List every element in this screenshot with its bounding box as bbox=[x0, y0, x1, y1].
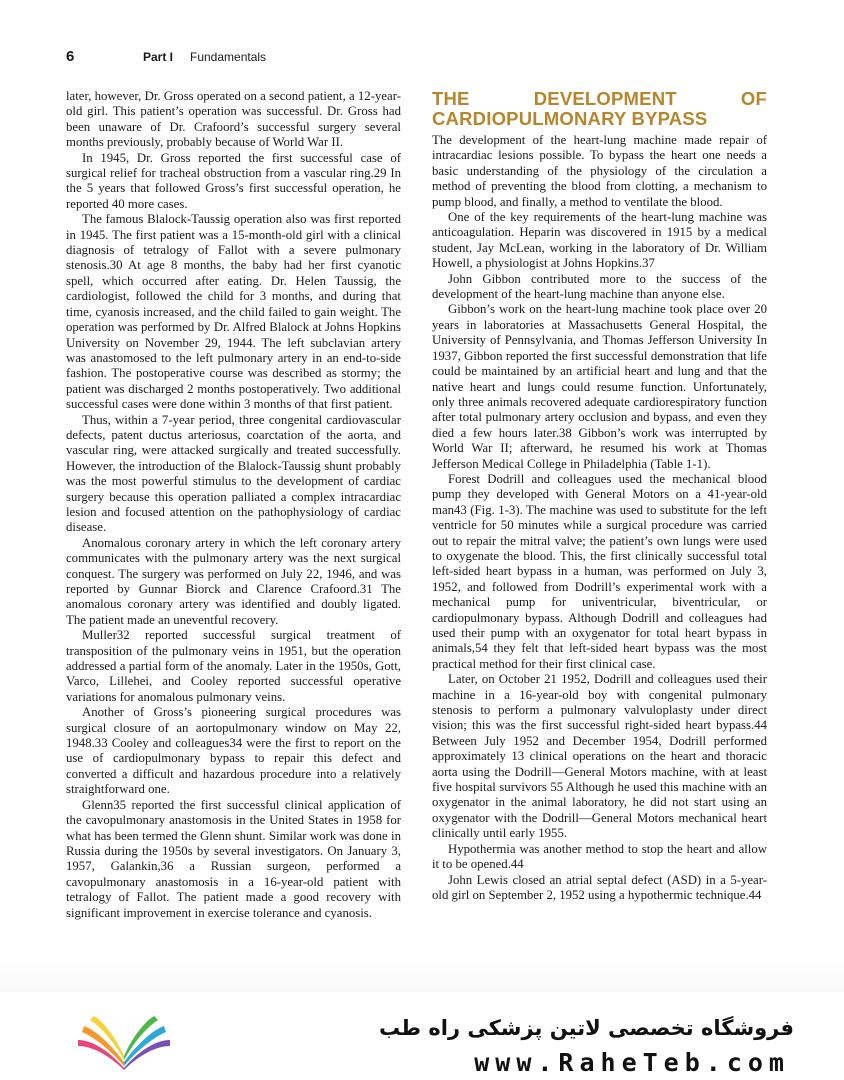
left-paragraph-2: In 1945, Dr. Gross reported the first successful case of surgical relief for tracheal obstruction from a vascular ring.29 In the 5 years that followed Gross’s first successful operation, he reported 40 more cases. bbox=[66, 150, 401, 211]
logo-right-pages bbox=[124, 1016, 170, 1070]
left-paragraph-4: Thus, within a 7-year period, three congenital cardiovascular defects, patent ductus arteriosus, coarctation of the aorta, and vascular ring, were attacked surgically and treated successfully. However, the introduction of the Blalock-Taussig shunt probably was the most powerful stimulus to the development of cardiac surgery because this operation palliated a complex intracardiac lesion and focused attention on the pathophysiology of cardiac disease. bbox=[66, 412, 401, 535]
part-label: Part I bbox=[143, 50, 174, 64]
part-title: Fundamentals bbox=[190, 50, 267, 64]
right-paragraph-4: Gibbon’s work on the heart-lung machine took place over 20 years in laboratories at Massachusetts General Hospital, the University of Pennsylvania, and Thomas Jefferson University In 1937, Gibbon reported the first successful demonstration that life could be maintained by an artificial heart and lung and that the native heart and lungs could resume function. Unfortunately, only three animals recovered adequate cardiorespiratory function after total pulmonary artery occlusion and bypass, and even they died a few hours later.38 Gibbon’s work was interrupted by World War II; afterward, he resumed his work at Thomas Jefferson Medical College in Philadelphia (Table 1-1). bbox=[432, 302, 767, 471]
logo-left-pages bbox=[78, 1016, 124, 1070]
right-paragraph-8: John Lewis closed an atrial septal defect (ASD) in a 5-year-old girl on September 2, 1952 using a hypothermic technique.44 bbox=[432, 872, 767, 902]
store-url: www.RaheTeb.com bbox=[474, 1048, 790, 1077]
left-paragraph-1: later, however, Dr. Gross operated on a second patient, a 12-year-old girl. This patient’s operation was successful. Dr. Gross had been unaware of Dr. Crafoord’s successful surgery several months previously, probably because of World War II. bbox=[66, 89, 401, 150]
left-paragraph-7: Another of Gross’s pioneering surgical procedures was surgical closure of an aortopulmonary window on May 22, 1948.33 Cooley and colleagues34 were the first to report on the use of cardiopulmonary bypass to repair this defect and converted a difficult and hazardous procedure into a relatively straightforward one. bbox=[66, 705, 401, 797]
right-paragraph-5: Forest Dodrill and colleagues used the mechanical blood pump they developed with General Motors on a 41-year-old man43 (Fig. 1-3). The machine was used to substitute for the left ventricle for 50 minutes while a surgical procedure was carried out to repair the mitral valve; the patient’s own lungs were used to oxygenate the blood. This, the first clinically successful total left-sided heart bypass in a human, was performed on July 3, 1952, and followed from Dodrill’s experimental work with a mechanical pump for univentricular, biventricular, or cardiopulmonary bypass. Although Dodrill and colleagues had used their pump with an oxygenator for total heart bypass in animals,54 they felt that left-sided heart bypass was the most practical method for their first clinical case. bbox=[432, 471, 767, 671]
right-paragraph-6: Later, on October 21 1952, Dodrill and colleagues used their machine in a 16-year-old boy with congenital pulmonary stenosis to perform a pulmonary valvuloplasty under direct vision; this was the first successful right-sided heart bypass.44 Between July 1952 and December 1954, Dodrill performed approximately 13 clinical operations on the heart and thoracic aorta using the Dodrill—General Motors machine, with at least five hospital survivors 55 Although he used this machine with an oxygenator in the animal laboratory, he did not start using an oxygenator with the Dodrill—General Motors mechanical heart clinically until early 1955. bbox=[432, 672, 767, 841]
left-paragraph-3: The famous Blalock-Taussig operation also was first reported in 1945. The first patient was a 15-month-old girl with a clinical diagnosis of tetralogy of Fallot with a severe pulmonary stenosis.30 At age 8 months, the baby had her first cyanotic spell, which occurred after eating. Dr. Helen Taussig, the cardiologist, followed the child for 3 months, and during that time, cyanosis increased, and the child failed to gain weight. The operation was performed by Dr. Alfred Blalock at Johns Hopkins University on November 29, 1944. The left subclavian artery was anastomosed to the left pulmonary artery in an end-to-side fashion. The postoperative course was described as stormy; the patient was discharged 2 months postoperatively. Two additional successful cases were done within 3 months of that first patient. bbox=[66, 212, 401, 412]
book-logo-icon bbox=[74, 1010, 174, 1074]
right-paragraph-7: Hypothermia was another method to stop the heart and allow it to be opened.44 bbox=[432, 841, 767, 872]
right-paragraph-1: The development of the heart-lung machine made repair of intracardiac lesions possible. To bypass the heart one needs a basic understanding of the physiology of the circulation a method of preventing the blood from clotting, a mechanism to pump blood, and finally, a method to ventilate the blood. bbox=[432, 133, 767, 209]
left-paragraph-8: Glenn35 reported the first successful clinical application of the cavopulmonary anastomosis in the United States in 1958 for what has been termed the Glenn shunt. Similar work was done in Russia during the 1950s by several investigators. On January 3, 1957, Galankin,36 a Russian surgeon, performed a cavopulmonary anastomosis in a 16-year-old patient with tetralogy of Fallot. The patient made a good recovery with significant improvement in exercise tolerance and cyanosis. bbox=[66, 797, 401, 920]
right-paragraph-3: John Gibbon contributed more to the success of the development of the heart-lung machine than anyone else. bbox=[432, 271, 767, 302]
left-paragraph-5: Anomalous coronary artery in which the left coronary artery communicates with the pulmonary artery was the next surgical conquest. The surgery was performed on July 22, 1946, and was reported by Gunnar Biorck and Clarence Crafoord.31 The anomalous coronary artery was identified and doubly ligated. The patient made an uneventful recovery. bbox=[66, 535, 401, 627]
store-name: فروشگاه تخصصی لاتین پزشکی راه طب bbox=[379, 1016, 794, 1040]
section-heading: THE DEVELOPMENT OF CARDIOPULMONARY BYPASS bbox=[432, 88, 767, 129]
left-column bbox=[66, 89, 401, 921]
left-paragraph-6: Muller32 reported successful surgical treatment of transposition of the pulmonary veins in 1951, but the operation addressed a partial form of the anomaly. Later in the 1950s, Gott, Varco, Lillehei, and Cooley reported successful operative variations for anomalous pulmonary veins. bbox=[66, 628, 401, 704]
page-number: 6 bbox=[66, 48, 75, 65]
right-column bbox=[432, 89, 767, 903]
page-header bbox=[66, 48, 804, 68]
right-paragraph-2: One of the key requirements of the heart-lung machine was anticoagulation. Heparin was discovered in 1915 by a medical student, Jay McLean, working in the laboratory of Dr. William Howell, a physiologist at Johns Hopkins.37 bbox=[432, 210, 767, 271]
